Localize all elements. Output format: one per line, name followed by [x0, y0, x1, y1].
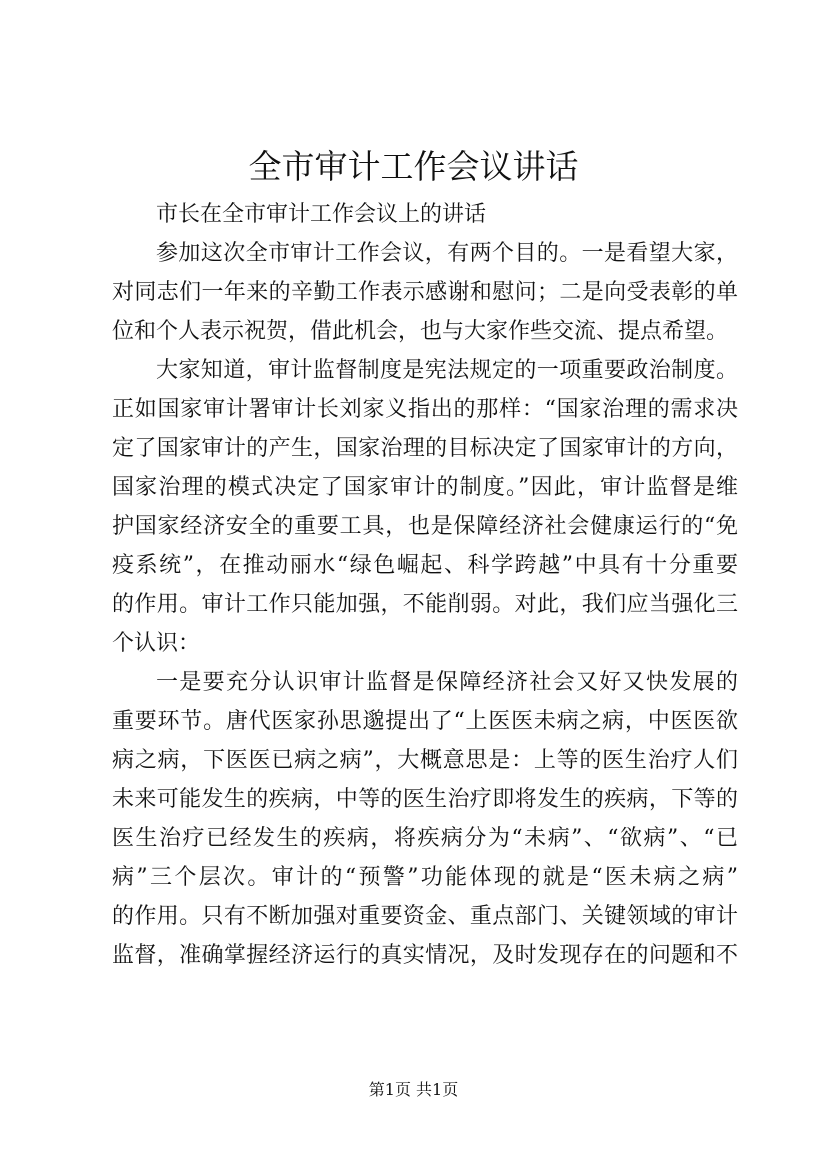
paragraph-line: 的作用。只有不断加强对重要资金、重点部门、关键领域的审计 [112, 904, 738, 929]
document-body [112, 195, 738, 975]
paragraph-line: 定了国家审计的产生，国家治理的目标决定了国家审计的方向， [112, 436, 738, 461]
paragraph-line: 国家治理的模式决定了国家审计的制度。”因此，审计监督是维 [112, 475, 738, 500]
paragraph-line: 对同志们一年来的辛勤工作表示感谢和慰问；二是向受表彰的单 [112, 280, 738, 305]
paragraph-line: 重要环节。唐代医家孙思邈提出了“上医医未病之病，中医医欲 [112, 709, 738, 734]
subtitle-line: 市长在全市审计工作会议上的讲话 [156, 202, 487, 227]
paragraph-line: 正如国家审计署审计长刘家义指出的那样：“国家治理的需求决 [112, 397, 738, 422]
paragraph-line: 的作用。审计工作只能加强，不能削弱。对此，我们应当强化三 [112, 592, 738, 617]
paragraph-line: 病之病，下医医已病之病”，大概意思是：上等的医生治疗人们 [112, 748, 738, 773]
paragraph-line: 医生治疗已经发生的疾病，将疾病分为“未病”、“欲病”、“已 [112, 826, 738, 851]
paragraph-line: 疫系统”，在推动丽水“绿色崛起、科学跨越”中具有十分重要 [112, 553, 738, 578]
paragraph-line: 一是要充分认识审计监督是保障经济社会又好又快发展的 [156, 670, 738, 695]
paragraph-line: 参加这次全市审计工作会议，有两个目的。一是看望大家， [156, 241, 738, 266]
page-number: 第1页 共1页 [368, 1080, 459, 1099]
paragraph-line: 大家知道，审计监督制度是宪法规定的一项重要政治制度。 [156, 358, 738, 383]
document-title: 全市审计工作会议讲话 [248, 147, 579, 186]
paragraph-line: 未来可能发生的疾病，中等的医生治疗即将发生的疾病，下等的 [112, 787, 738, 812]
paragraph-line: 位和个人表示祝贺，借此机会，也与大家作些交流、提点希望。 [112, 319, 729, 344]
paragraph-line: 护国家经济安全的重要工具，也是保障经济社会健康运行的“免 [112, 514, 738, 539]
paragraph-line: 监督，准确掌握经济运行的真实情况，及时发现存在的问题和不 [112, 943, 738, 968]
paragraph-line: 个认识： [112, 631, 201, 656]
paragraph-line: 病”三个层次。审计的“预警”功能体现的就是“医未病之病” [112, 865, 738, 890]
